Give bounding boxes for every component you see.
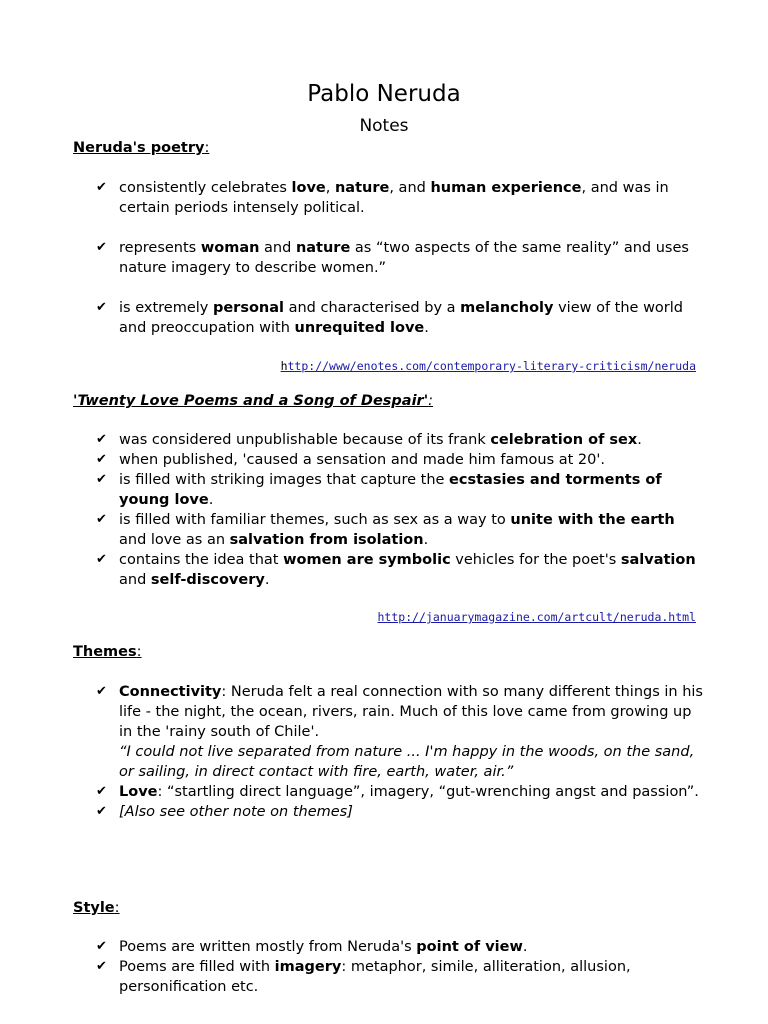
- check-icon: ✔: [96, 959, 107, 974]
- style-list: [96, 937, 706, 997]
- list-item: ✔ Connectivity: Neruda felt a real connection with so many different things in his life - the night, the ocean, rivers, rain. Much of this love came from growing up in the 'rainy south of Chile'. “I could not live separated from nature ... I'm happy in the woods, on the sand, or sailing, in direct contact with fire, earth, water, air.”: [96, 684, 703, 780]
- source-link-enotes[interactable]: http://www/enotes.com/contemporary-literary-criticism/neruda: [280, 359, 696, 373]
- heading-style: Style:: [73, 900, 120, 916]
- check-icon: ✔: [96, 784, 107, 799]
- list-item: ✔ [Also see other note on themes]: [96, 804, 353, 820]
- check-icon: ✔: [96, 472, 107, 487]
- list-item: ✔ Love: “startling direct language”, imagery, “gut-wrenching angst and passion”.: [96, 784, 699, 800]
- themes-list: [96, 682, 706, 822]
- nature-quote: “I could not live separated from nature ... I'm happy in the woods, on the sand, or sailing, in direct contact with fire, earth, water, air.”: [119, 744, 695, 780]
- list-item: ✔ contains the idea that women are symbolic vehicles for the poet's salvation and self-discovery.: [96, 552, 696, 588]
- list-item: ✔ is filled with familiar themes, such as sex as a way to unite with the earth and love as an salvation from isolation.: [96, 512, 675, 548]
- check-icon: ✔: [96, 452, 107, 467]
- list-item: ✔ is filled with striking images that capture the ecstasies and torments of young love.: [96, 472, 662, 508]
- check-icon: ✔: [96, 432, 107, 447]
- check-icon: ✔: [96, 552, 107, 567]
- twenty-love-poems-list: [96, 430, 706, 590]
- check-icon: ✔: [96, 512, 107, 527]
- check-icon: ✔: [96, 684, 107, 699]
- poetry-list: [96, 178, 706, 358]
- page-subtitle: Notes: [359, 116, 409, 136]
- list-item: ✔ when published, 'caused a sensation and made him famous at 20'.: [96, 452, 605, 468]
- heading-themes: Themes:: [73, 644, 142, 660]
- heading-twenty-love-poems: 'Twenty Love Poems and a Song of Despair':: [73, 393, 434, 409]
- list-item: ✔ is extremely personal and characterised by a melancholy view of the world and preoccupation with unrequited love.: [96, 300, 683, 336]
- check-icon: ✔: [96, 804, 107, 819]
- page-title: Pablo Neruda: [307, 81, 461, 107]
- list-item: ✔ consistently celebrates love, nature, and human experience, and was in certain periods intensely political.: [96, 180, 669, 216]
- source-link-januarymagazine[interactable]: http://januarymagazine.com/artcult/neruda.html: [377, 610, 696, 624]
- list-item: ✔ represents woman and nature as “two aspects of the same reality” and uses nature imagery to describe women.”: [96, 240, 689, 276]
- check-icon: ✔: [96, 300, 107, 315]
- check-icon: ✔: [96, 939, 107, 954]
- check-icon: ✔: [96, 180, 107, 195]
- list-item: ✔ Poems are written mostly from Neruda's point of view.: [96, 939, 528, 955]
- check-icon: ✔: [96, 240, 107, 255]
- heading-nerudas-poetry: Neruda's poetry:: [73, 140, 210, 156]
- list-item: ✔ Poems are filled with imagery: metaphor, simile, alliteration, allusion, personification etc.: [96, 959, 631, 995]
- list-item: ✔ was considered unpublishable because of its frank celebration of sex.: [96, 432, 642, 448]
